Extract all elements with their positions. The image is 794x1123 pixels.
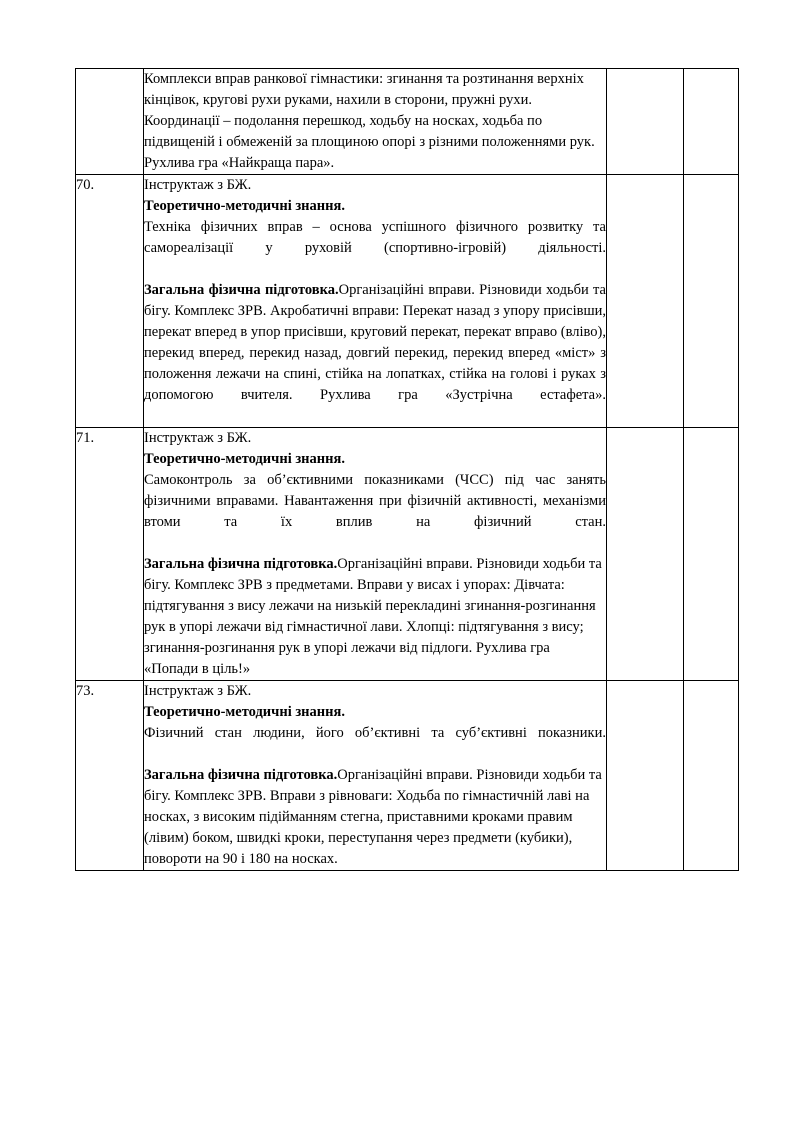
- table-body: [76, 69, 739, 871]
- empty-cell-3: [607, 428, 684, 681]
- content-paragraph: [144, 723, 606, 765]
- table-row: [76, 175, 739, 428]
- empty-cell-4: [684, 681, 739, 871]
- paragraph-text: Самоконтроль за об’єктивними показниками (ЧСС) під час занять фізичними вправами. Навантаження при фізичній активності, механізми втоми та їх вплив на фізичний стан.: [144, 472, 606, 530]
- content-paragraph: [144, 702, 606, 723]
- content-paragraph: [144, 554, 606, 680]
- paragraph-text: Організаційні вправи. Різновиди ходьби та бігу. Комплекс ЗРВ. Вправи з рівноваги: Ходьба по гімнастичній лаві на носках, з високим підійманням стегна, приставними кроками правим (лівим) боком, швидкі кроки, переступання через предмети (кубики), повороти на 90 і 180 на носках.: [144, 767, 602, 867]
- lesson-plan-table: [75, 68, 739, 871]
- paragraph-text: Організаційні вправи. Різновиди ходьби та бігу. Комплекс ЗРВ з предметами. Вправи у висах і упорах: Дівчата: підтягування з вису лежачи на низькій перекладині згинання-розгинання рук в упорі лежачи від гімнастичної лави. Хлопці: підтягування з вису; згинання-розгинання рук в упорі лежачи від підлоги. Рухлива гра «Попади в ціль!»: [144, 556, 602, 677]
- content-paragraph: [144, 470, 606, 554]
- paragraph-text: Інструктаж з БЖ.: [144, 683, 252, 699]
- content-paragraph: [144, 280, 606, 427]
- empty-cell-3: [607, 69, 684, 175]
- empty-cell-3: [607, 175, 684, 428]
- lesson-number: 70.: [76, 177, 95, 193]
- paragraph-heading: Теоретично-методичні знання.: [144, 704, 345, 720]
- content-paragraph: [144, 175, 606, 196]
- paragraph-heading: Загальна фізична підготовка.: [144, 556, 338, 572]
- lesson-content-cell: [144, 428, 607, 681]
- paragraph-heading: Теоретично-методичні знання.: [144, 198, 345, 214]
- empty-cell-4: [684, 175, 739, 428]
- lesson-number-cell: [76, 428, 144, 681]
- content-paragraph: [144, 765, 606, 870]
- content-paragraph: [144, 196, 606, 217]
- content-paragraph: [144, 449, 606, 470]
- paragraph-text: Фізичний стан людини, його об’єктивні та суб’єктивні показники.: [144, 725, 606, 741]
- paragraph-text: Техніка фізичних вправ – основа успішного фізичного розвитку та самореалізації у руховій (спортивно-ігровій) діяльності.: [144, 219, 606, 256]
- table-row: [76, 681, 739, 871]
- lesson-number-cell: [76, 69, 144, 175]
- content-paragraph: [144, 681, 606, 702]
- paragraph-heading: Теоретично-методичні знання.: [144, 451, 345, 467]
- table-row: [76, 428, 739, 681]
- lesson-number-cell: [76, 681, 144, 871]
- lesson-content-cell: [144, 69, 607, 175]
- lesson-number: 71.: [76, 430, 95, 446]
- empty-cell-4: [684, 69, 739, 175]
- content-paragraph: [144, 69, 606, 174]
- lesson-number-cell: [76, 175, 144, 428]
- paragraph-heading: Загальна фізична підготовка.: [144, 767, 338, 783]
- content-paragraph: [144, 217, 606, 280]
- empty-cell-4: [684, 428, 739, 681]
- paragraph-text: Організаційні вправи. Різновиди ходьби та бігу. Комплекс ЗРВ. Акробатичні вправи: Перекат назад з упору присівши, перекат вперед в упор присівши, круговий перекат, перекат вправо (вліво), перекид вперед, перекид назад, довгий перекид, перекид вперед «міст» з положення лежачи на спині, стійка на лопатках, стійка на голові і руках з допомогою вчителя. Рухлива гра «Зустрічна естафета».: [144, 282, 606, 403]
- empty-cell-3: [607, 681, 684, 871]
- table-row: [76, 69, 739, 175]
- lesson-content-cell: [144, 175, 607, 428]
- lesson-number: 73.: [76, 683, 95, 699]
- paragraph-text: Інструктаж з БЖ.: [144, 430, 252, 446]
- paragraph-heading: Загальна фізична підготовка.: [144, 282, 339, 298]
- paragraph-text: Комплекси вправ ранкової гімнастики: згинання та розтинання верхніх кінцівок, кругові рухи руками, нахили в сторони, пружні рухи. Координації – подолання перешкод, ходьбу на носках, ходьба по підвищеній і обмеженій за площиною опорі з різними положеннями рук. Рухлива гра «Найкраща пара».: [144, 71, 595, 171]
- paragraph-text: Інструктаж з БЖ.: [144, 177, 252, 193]
- content-paragraph: [144, 428, 606, 449]
- lesson-content-cell: [144, 681, 607, 871]
